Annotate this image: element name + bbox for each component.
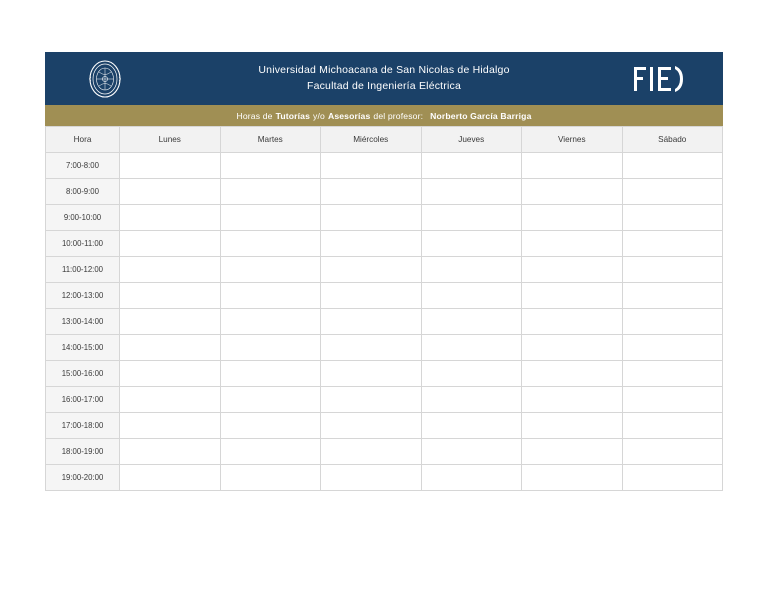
crest-container xyxy=(45,58,165,100)
table-row xyxy=(46,387,723,413)
schedule-slot-cell[interactable] xyxy=(522,283,623,309)
table-row xyxy=(46,309,723,335)
schedule-slot-cell[interactable] xyxy=(321,205,422,231)
university-name: Universidad Michoacana de San Nicolas de Hidalgo xyxy=(258,64,510,77)
header-title-block xyxy=(165,63,603,93)
table-body xyxy=(46,153,723,491)
schedule-slot-cell[interactable] xyxy=(421,257,522,283)
schedule-slot-cell[interactable] xyxy=(120,257,221,283)
schedule-slot-cell[interactable] xyxy=(220,361,321,387)
university-crest-icon xyxy=(85,58,125,100)
schedule-slot-cell[interactable] xyxy=(120,439,221,465)
table-row xyxy=(46,231,723,257)
schedule-slot-cell[interactable] xyxy=(522,257,623,283)
table-row xyxy=(46,465,723,491)
schedule-slot-cell[interactable] xyxy=(622,309,723,335)
schedule-slot-cell[interactable] xyxy=(220,387,321,413)
schedule-slot-cell[interactable] xyxy=(622,205,723,231)
hour-label-cell: 16:00-17:00 xyxy=(46,387,120,413)
schedule-slot-cell[interactable] xyxy=(220,335,321,361)
schedule-slot-cell[interactable] xyxy=(421,387,522,413)
schedule-table xyxy=(45,126,723,491)
schedule-slot-cell[interactable] xyxy=(522,153,623,179)
schedule-slot-cell[interactable] xyxy=(522,179,623,205)
schedule-slot-cell[interactable] xyxy=(421,179,522,205)
schedule-slot-cell[interactable] xyxy=(321,179,422,205)
schedule-slot-cell[interactable] xyxy=(421,439,522,465)
column-header-viernes: Viernes xyxy=(522,127,623,153)
schedule-slot-cell[interactable] xyxy=(421,283,522,309)
schedule-slot-cell[interactable] xyxy=(120,465,221,491)
hour-label-cell: 19:00-20:00 xyxy=(46,465,120,491)
schedule-slot-cell[interactable] xyxy=(622,361,723,387)
hour-label-cell: 11:00-12:00 xyxy=(46,257,120,283)
schedule-slot-cell[interactable] xyxy=(522,413,623,439)
schedule-slot-cell[interactable] xyxy=(120,179,221,205)
schedule-slot-cell[interactable] xyxy=(120,413,221,439)
schedule-slot-cell[interactable] xyxy=(321,153,422,179)
schedule-slot-cell[interactable] xyxy=(220,153,321,179)
schedule-slot-cell[interactable] xyxy=(321,387,422,413)
schedule-slot-cell[interactable] xyxy=(622,439,723,465)
column-header-sabado: Sábado xyxy=(622,127,723,153)
column-header-jueves: Jueves xyxy=(421,127,522,153)
table-row xyxy=(46,413,723,439)
schedule-sheet xyxy=(45,52,723,491)
schedule-slot-cell[interactable] xyxy=(220,283,321,309)
schedule-slot-cell[interactable] xyxy=(120,231,221,257)
faculty-name: Facultad de Ingeniería Eléctrica xyxy=(306,79,462,92)
schedule-slot-cell[interactable] xyxy=(622,257,723,283)
table-row xyxy=(46,153,723,179)
subheader-conjunction: y/o xyxy=(313,110,325,121)
schedule-slot-cell[interactable] xyxy=(120,205,221,231)
hour-label-cell: 18:00-19:00 xyxy=(46,439,120,465)
schedule-slot-cell[interactable] xyxy=(120,335,221,361)
schedule-slot-cell[interactable] xyxy=(522,361,623,387)
table-row xyxy=(46,179,723,205)
logo-container xyxy=(603,62,723,96)
schedule-slot-cell[interactable] xyxy=(622,283,723,309)
hour-label-cell: 15:00-16:00 xyxy=(46,361,120,387)
schedule-slot-cell[interactable] xyxy=(220,309,321,335)
table-row xyxy=(46,361,723,387)
schedule-slot-cell[interactable] xyxy=(321,231,422,257)
table-row xyxy=(46,257,723,283)
schedule-slot-cell[interactable] xyxy=(321,283,422,309)
subheader-band xyxy=(45,105,723,126)
schedule-slot-cell[interactable] xyxy=(120,153,221,179)
subheader-prefix: Horas de xyxy=(236,110,273,121)
schedule-slot-cell[interactable] xyxy=(220,465,321,491)
schedule-slot-cell[interactable] xyxy=(220,205,321,231)
column-header-miercoles: Miércoles xyxy=(321,127,422,153)
table-row xyxy=(46,439,723,465)
schedule-slot-cell[interactable] xyxy=(120,387,221,413)
schedule-slot-cell[interactable] xyxy=(421,231,522,257)
schedule-slot-cell[interactable] xyxy=(220,231,321,257)
subheader-asesorias: Asesorías xyxy=(327,110,371,121)
schedule-slot-cell[interactable] xyxy=(321,335,422,361)
schedule-slot-cell[interactable] xyxy=(522,309,623,335)
schedule-slot-cell[interactable] xyxy=(120,283,221,309)
table-header-row xyxy=(46,127,723,153)
schedule-slot-cell[interactable] xyxy=(622,179,723,205)
schedule-slot-cell[interactable] xyxy=(522,387,623,413)
schedule-slot-cell[interactable] xyxy=(622,335,723,361)
schedule-slot-cell[interactable] xyxy=(522,439,623,465)
hour-label-cell: 8:00-9:00 xyxy=(46,179,120,205)
schedule-slot-cell[interactable] xyxy=(220,413,321,439)
schedule-slot-cell[interactable] xyxy=(321,413,422,439)
schedule-slot-cell[interactable] xyxy=(421,205,522,231)
schedule-slot-cell[interactable] xyxy=(522,335,623,361)
schedule-slot-cell[interactable] xyxy=(421,413,522,439)
table-row xyxy=(46,335,723,361)
document-header xyxy=(45,52,723,105)
hour-label-cell: 12:00-13:00 xyxy=(46,283,120,309)
schedule-slot-cell[interactable] xyxy=(622,231,723,257)
hour-label-cell: 14:00-15:00 xyxy=(46,335,120,361)
schedule-slot-cell[interactable] xyxy=(421,335,522,361)
schedule-slot-cell[interactable] xyxy=(622,465,723,491)
schedule-slot-cell[interactable] xyxy=(421,361,522,387)
professor-name: Norberto García Barriga xyxy=(430,110,532,121)
schedule-slot-cell[interactable] xyxy=(522,465,623,491)
schedule-slot-cell[interactable] xyxy=(220,257,321,283)
schedule-slot-cell[interactable] xyxy=(220,439,321,465)
schedule-slot-cell[interactable] xyxy=(321,439,422,465)
schedule-slot-cell[interactable] xyxy=(321,465,422,491)
schedule-slot-cell[interactable] xyxy=(321,361,422,387)
schedule-slot-cell[interactable] xyxy=(120,309,221,335)
schedule-slot-cell[interactable] xyxy=(220,179,321,205)
schedule-slot-cell[interactable] xyxy=(522,205,623,231)
hour-label-cell: 17:00-18:00 xyxy=(46,413,120,439)
subheader-tutorias: Tutorías xyxy=(275,110,311,121)
schedule-slot-cell[interactable] xyxy=(421,153,522,179)
schedule-slot-cell[interactable] xyxy=(321,257,422,283)
schedule-slot-cell[interactable] xyxy=(522,231,623,257)
hour-label-cell: 9:00-10:00 xyxy=(46,205,120,231)
hour-label-cell: 10:00-11:00 xyxy=(46,231,120,257)
schedule-slot-cell[interactable] xyxy=(421,309,522,335)
column-header-martes: Martes xyxy=(220,127,321,153)
schedule-slot-cell[interactable] xyxy=(120,361,221,387)
schedule-slot-cell[interactable] xyxy=(622,387,723,413)
column-header-lunes: Lunes xyxy=(120,127,221,153)
table-header xyxy=(46,127,723,153)
schedule-slot-cell[interactable] xyxy=(421,465,522,491)
schedule-slot-cell[interactable] xyxy=(321,309,422,335)
hour-label-cell: 7:00-8:00 xyxy=(46,153,120,179)
table-row xyxy=(46,283,723,309)
schedule-slot-cell[interactable] xyxy=(622,413,723,439)
schedule-slot-cell[interactable] xyxy=(622,153,723,179)
table-row xyxy=(46,205,723,231)
column-header-hora: Hora xyxy=(46,127,120,153)
fie-logo-icon xyxy=(630,62,696,96)
hour-label-cell: 13:00-14:00 xyxy=(46,309,120,335)
subheader-suffix: del profesor: xyxy=(373,110,424,121)
